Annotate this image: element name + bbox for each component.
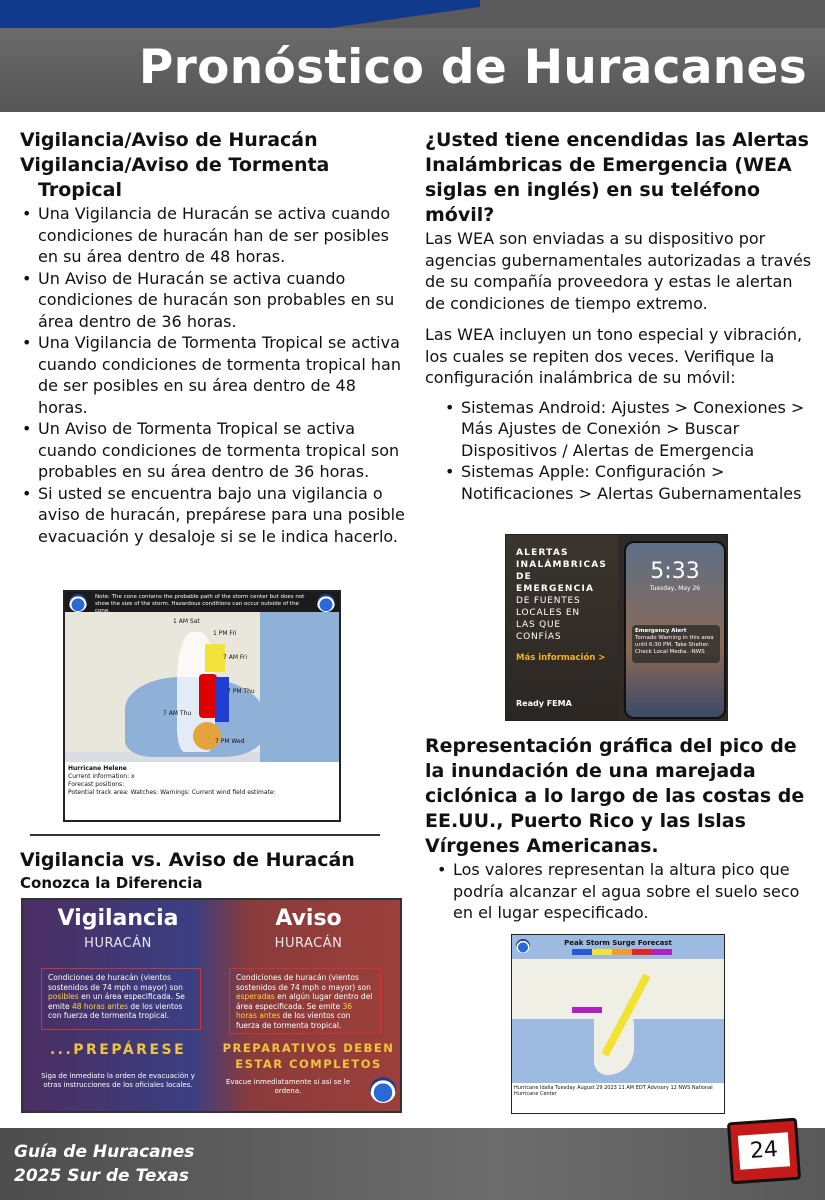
surge-coastline-peak [572, 1007, 602, 1013]
wea-text-panel [506, 535, 618, 720]
section-heading: Vigilancia vs. Aviso de Huracán [20, 849, 355, 871]
heading-line: Vigilancia/Aviso de Huracán [20, 129, 318, 151]
watch-vs-warning-heading [20, 848, 405, 893]
more-info-link: Más información > [516, 653, 606, 663]
list-item: • Una Vigilancia de Tormenta Tropical se activa cuando condiciones de tormenta tropical han de ser posibles en su área dentro de 48 horas. [20, 332, 405, 418]
watch-area [205, 644, 225, 672]
map-label: 7 AM Fri [223, 654, 248, 661]
page-title: Pronóstico de Huracanes [138, 40, 807, 95]
highlight: 36 horas antes [236, 1001, 353, 1020]
warning-subtitle: HURACÁN [274, 936, 343, 951]
wea-sub-line: DE FUENTES [516, 596, 581, 606]
storm-surge-section [425, 734, 817, 924]
text-span: Condiciones de huracán (vientos sostenidos de 74 mph o mayor) son [48, 973, 183, 992]
map-label: 1 PM Fri [213, 630, 237, 637]
page-footer [0, 1128, 825, 1200]
wea-settings-list [443, 397, 817, 505]
left-column [20, 128, 405, 547]
list-item: • Los valores representan la altura pico que podría alcanzar el agua sobre el suelo seco en el lugar especificado. [435, 859, 817, 924]
hurricane-flag-icon [727, 1118, 801, 1185]
warning-action: PREPARATIVOS DEBEN ESTAR COMPLETOS [222, 1041, 395, 1071]
legend-text: Potential track area: Watches: Warnings: Current wind field estimate: [68, 789, 276, 796]
nws-logo-icon [317, 594, 335, 612]
list-item: • Sistemas Android: Ajustes > Conexiones > Más Ajustes de Conexión > Buscar Dispositivos / Alertas de Emergencia [443, 397, 817, 462]
wea-graphic [505, 534, 728, 721]
current-info: Current information: x [68, 773, 135, 780]
heading-line: Vigilancia/Aviso de Tormenta [20, 154, 330, 176]
phone-alert [632, 625, 720, 663]
section-heading-surge: Representación gráfica del pico de la inundación de una marejada ciclónica a lo largo de las costas de EE.UU., Puerto Rico y las Islas Vírgenes Americanas. [425, 735, 805, 857]
map-legend [65, 762, 339, 822]
surge-map-footer: Hurricane Idalia Tuesday August 29 2023 11 AM EDT Advisory 12 NWS National Hurricane Center [512, 1083, 724, 1113]
surge-list [435, 859, 817, 924]
footer-line: Guía de Huracanes [14, 1142, 195, 1162]
section-subheading: Conozca la Diferencia [20, 874, 203, 892]
section-heading-watch-warning [20, 128, 405, 203]
section-heading-wea: ¿Usted tiene encendidas las Alertas Inalámbricas de Emergencia (WEA siglas en inglés) en su teléfono móvil? [425, 129, 809, 226]
highlight: esperadas [236, 992, 275, 1001]
hurricane-cone-map [63, 590, 341, 822]
warning-description [229, 968, 381, 1034]
phone-mockup [624, 541, 726, 719]
list-item: • Si usted se encuentra bajo una vigilancia o aviso de huracán, prepárese para una posible evacuación y desaloje si se le indica hacerlo. [20, 483, 405, 548]
map-label: 7 AM Thu [163, 710, 192, 717]
warning-instructions: Evacue inmediatamente si así se le ordena. [225, 1078, 351, 1095]
watch-vs-warning-graphic [21, 898, 402, 1113]
wea-paragraph: Las WEA son enviadas a su dispositivo por agencias gubernamentales autorizadas a través de su compañía proveedora y estas le alertan de condiciones de tiempo extremo. [425, 229, 812, 313]
watch-subtitle: HURACÁN [84, 936, 152, 951]
text-span: Condiciones de huracán (vientos sostenidos de 74 mph o mayor) son [236, 973, 371, 992]
text-span: en un área especificada. Se emite [48, 992, 185, 1011]
wea-paragraph: Las WEA incluyen un tono especial y vibración, los cuales se repiten dos veces. Verifique la configuración inalámbrica de su móvil: [425, 325, 803, 387]
wea-title-line: ALERTAS [516, 548, 569, 558]
page-header [0, 0, 825, 112]
wea-sub-line: LAS QUE [516, 620, 561, 630]
heading-line: Tropical [38, 179, 123, 201]
list-item: • Un Aviso de Huracán se activa cuando condiciones de huracán son probables en su área dentro de 36 horas. [20, 268, 405, 333]
footer-text [14, 1140, 194, 1188]
phone-date: Tuesday, May 26 [649, 585, 701, 592]
watch-panel [23, 900, 213, 1111]
highlight: posibles [48, 992, 79, 1001]
list-item: • Una Vigilancia de Huracán se activa cuando condiciones de huracán han de ser posibles en su área dentro de 48 horas. [20, 203, 405, 268]
text-span: de los vientos con fuerza de tormenta tropical. [48, 1001, 183, 1020]
surge-legend [572, 949, 672, 955]
warning-title: Aviso [275, 906, 342, 931]
storm-name: Hurricane Helene [68, 765, 127, 772]
alert-title: Emergency Alert [635, 628, 687, 634]
list-item: • Sistemas Apple: Configuración > Notificaciones > Alertas Gubernamentales [443, 461, 817, 504]
warning-panel [213, 900, 402, 1111]
wea-sub-line: LOCALES EN [516, 608, 580, 618]
right-column [425, 128, 817, 504]
section-divider [30, 834, 380, 836]
text-span: de los vientos con fuerza de tormenta tropical. [236, 1011, 351, 1030]
watch-title: Vigilancia [57, 906, 179, 931]
wea-sub-line: CONFÍAS [516, 632, 562, 642]
atlantic-water [260, 612, 341, 762]
footer-line: 2025 Sur de Texas [14, 1166, 189, 1186]
map-label: 7 PM Thu [227, 688, 255, 695]
noaa-logo-icon [69, 594, 87, 612]
map-note: Note: The cone contains the probable path of the storm center but does not show the size of the storm. Hazardous conditions can occur outside of the cone. [65, 592, 339, 612]
noaa-logo-icon [370, 1077, 396, 1103]
tropical-storm-warning-area [215, 677, 229, 722]
list-item: • Un Aviso de Tormenta Tropical se activa cuando condiciones de tormenta tropical son probables en su área dentro de 36 horas. [20, 418, 405, 483]
wea-title-line: INALÁMBRICAS [516, 560, 608, 570]
highlight: 48 horas antes [71, 1001, 129, 1011]
agency-logos: Ready FEMA [516, 699, 572, 708]
watch-description [41, 968, 201, 1030]
storm-surge-map [511, 934, 725, 1114]
noaa-logo-icon [516, 939, 530, 953]
map-label: 1 AM Sat [173, 618, 200, 625]
wea-title-line: EMERGENCIA [516, 584, 595, 594]
alert-text: Tornado Warning in this area until 6:30 PM. Take Shelter. Check Local Media. -NWS [635, 635, 714, 655]
watch-action: ...PREPÁRESE [49, 1042, 187, 1058]
page-number: 24 [738, 1132, 790, 1169]
wea-title-line: DE [516, 572, 533, 582]
wind-field [193, 722, 221, 750]
watch-instructions: Siga de inmediato la orden de evacuación y otras instrucciones de los oficiales locales. [41, 1072, 195, 1089]
text-span: en algún lugar dentro del área especificada. Se emite [236, 992, 373, 1011]
phone-time: 5:33 [650, 559, 700, 584]
map-label: 7 PM Wed [215, 738, 245, 745]
surge-map-title: Peak Storm Surge Forecast [564, 939, 672, 947]
watch-warning-list [20, 203, 405, 547]
forecast-positions: Forecast positions: [68, 781, 125, 788]
